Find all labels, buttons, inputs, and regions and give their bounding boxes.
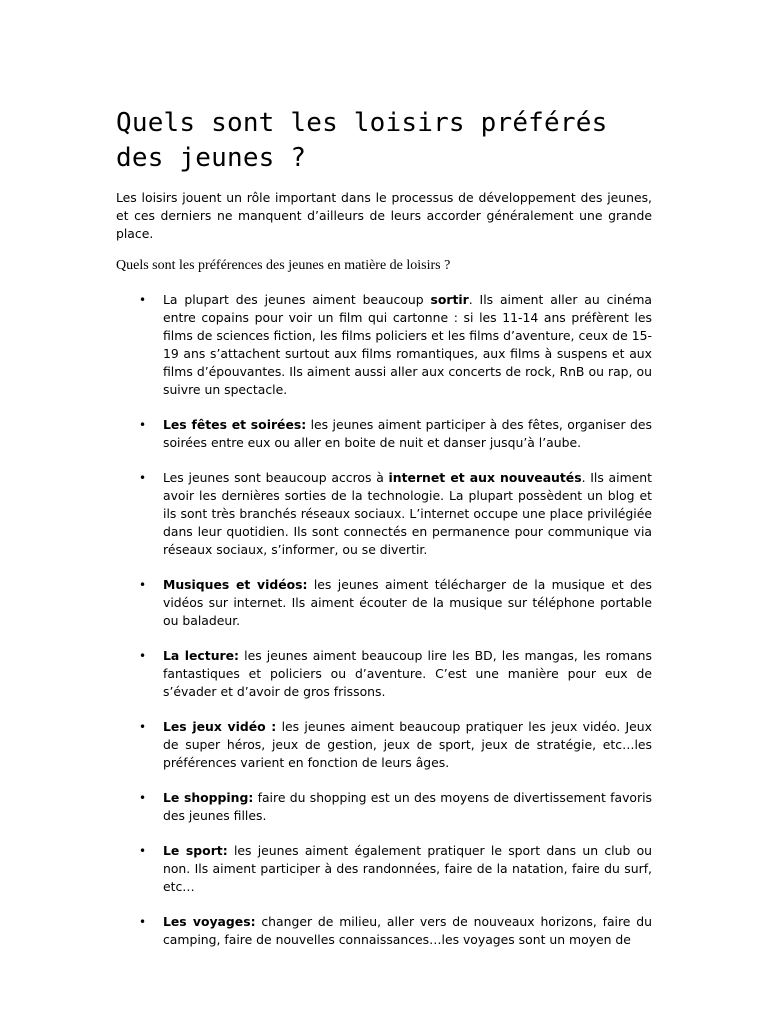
- item-text: faire du shopping est un des moyens de divertissement favoris des jeunes filles.: [163, 790, 652, 823]
- list-item: [116, 647, 652, 701]
- bullet-icon: •: [139, 649, 147, 663]
- bullet-icon: •: [139, 720, 147, 734]
- item-text: La plupart des jeunes aiment beaucoup: [163, 292, 431, 307]
- subtitle-question: Quels sont les préférences des jeunes en matière de loisirs ?: [116, 258, 451, 273]
- item-text: les jeunes aiment beaucoup lire les BD, les mangas, les romans fantastiques et policiers ou d’aventure. C’est une manière pour eux de s’évader et d’avoir de gros frissons.: [163, 648, 652, 699]
- item-bold-text: La lecture:: [163, 648, 239, 663]
- item-text: . Ils aiment avoir les dernières sorties de la technologie. La plupart possèdent un blog et ils sont très branchés réseaux sociaux. L’internet occupe une place privilégiée dans leur quotidien. Ils sont connectés en permanence pour communique via réseaux sociaux, s’informer, ou se divertir.: [163, 470, 652, 557]
- item-bold-text: Les voyages:: [163, 914, 256, 929]
- item-bold-text: Musiques et vidéos:: [163, 577, 308, 592]
- item-text: . Ils aiment aller au cinéma entre copains pour voir un film qui cartonne : si les 11-14 ans préfèrent les films de sciences fiction, les films policiers et les films d’aventure, ceux de 15-19 ans s’attachent surtout aux films romantiques, aux films à suspens et aux films d’épouvantes. Ils aiment aussi aller aux concerts de rock, RnB ou rap, ou suivre un spectacle.: [163, 292, 652, 397]
- document-page: [116, 106, 652, 966]
- bullet-icon: •: [139, 844, 147, 858]
- bullet-icon: •: [139, 578, 147, 592]
- item-text: les jeunes aiment télécharger de la musique et des vidéos sur internet. Ils aiment écouter de la musique sur téléphone portable ou baladeur.: [163, 577, 652, 628]
- intro-paragraph: Les loisirs jouent un rôle important dans le processus de développement des jeunes, et ces derniers ne manquent d’ailleurs de leurs accorder généralement une grande place.: [116, 190, 652, 241]
- list-item: [116, 416, 652, 452]
- list-item: [116, 913, 652, 949]
- item-bold-text: Le sport:: [163, 843, 228, 858]
- item-text: les jeunes aiment participer à des fêtes, organiser des soirées entre eux ou aller en boite de nuit et danser jusqu’à l’aube.: [163, 417, 652, 450]
- item-bold-text: sortir: [430, 292, 469, 307]
- list-item: [116, 291, 652, 399]
- leisure-list: [116, 291, 652, 949]
- list-item: [116, 469, 652, 559]
- item-bold-text: Le shopping:: [163, 790, 254, 805]
- bullet-icon: •: [139, 293, 147, 307]
- document-title: Quels sont les loisirs préférés des jeunes ?: [116, 108, 608, 173]
- bullet-icon: •: [139, 471, 147, 485]
- item-text: les jeunes aiment également pratiquer le sport dans un club ou non. Ils aiment participer à des randonnées, faire de la natation, faire du surf, etc…: [163, 843, 653, 894]
- list-item: [116, 718, 652, 772]
- item-bold-text: Les fêtes et soirées:: [163, 417, 307, 432]
- item-bold-text: internet et aux nouveautés: [388, 470, 582, 485]
- item-bold-text: Les jeux vidéo :: [163, 719, 277, 734]
- bullet-icon: •: [139, 915, 147, 929]
- item-text: les jeunes aiment beaucoup pratiquer les jeux vidéo. Jeux de super héros, jeux de gestion, jeux de sport, jeux de stratégie, etc…les préférences varient en fonction de leurs âges.: [163, 719, 652, 770]
- list-item: [116, 842, 652, 896]
- bullet-icon: •: [139, 418, 147, 432]
- bullet-icon: •: [139, 791, 147, 805]
- item-text: Les jeunes sont beaucoup accros à: [163, 470, 389, 485]
- list-item: [116, 576, 652, 630]
- item-text: changer de milieu, aller vers de nouveaux horizons, faire du camping, faire de nouvelles connaissances…les voyages sont un moyen de: [163, 914, 652, 947]
- list-item: [116, 789, 652, 825]
